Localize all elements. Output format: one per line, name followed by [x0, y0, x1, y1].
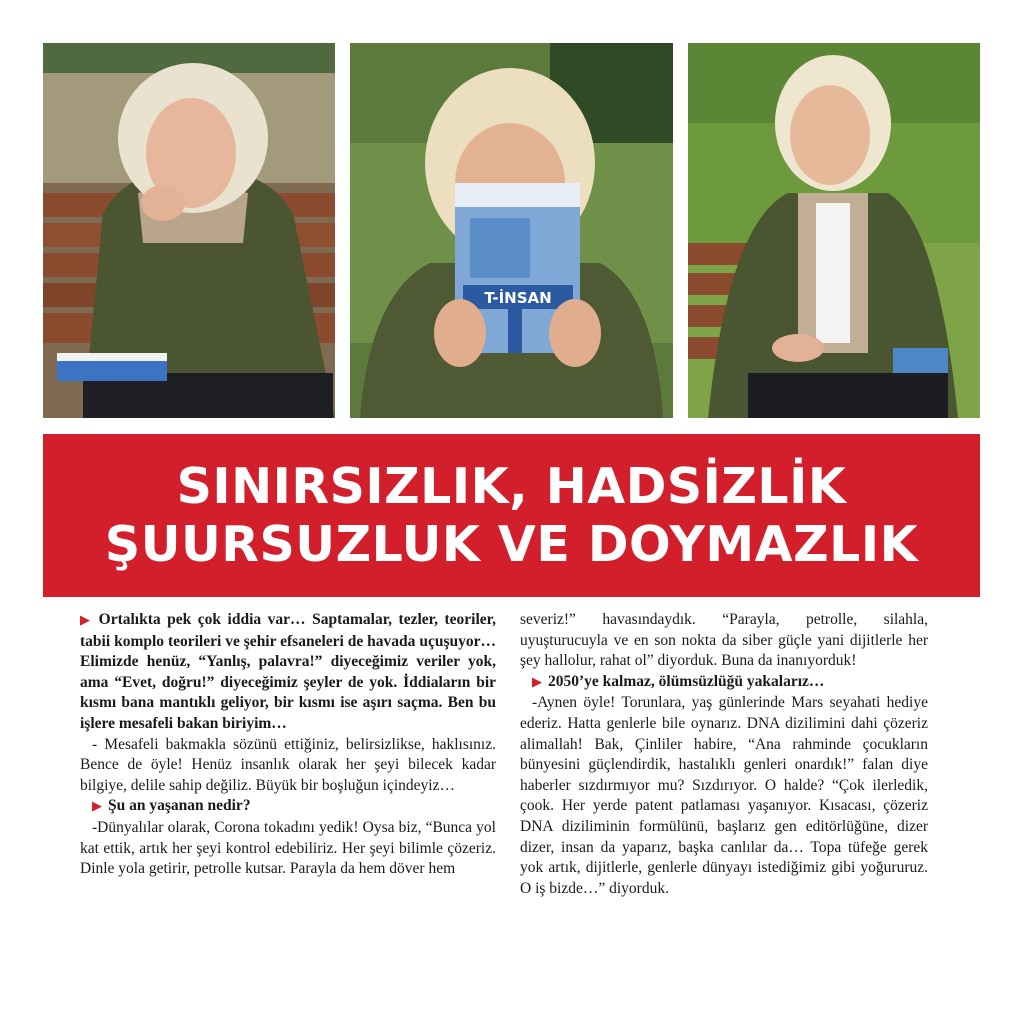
headline-banner: [43, 434, 980, 597]
photo-woman-holding-book: [350, 43, 673, 418]
question-paragraph: ▶ Ortalıkta pek çok iddia var… Saptamalar, tezler, teoriler, tabii komplo teorileri ve şehir efsaneleri de havada uçuşuyor… Elimizde henüz, “Yanlış, palavra!” diyeceğimiz veriler yok, ama “Evet, doğru!” diyeceğimiz şeyler de yok. İddiaların bir kısmı bana mantıklı geliyor, bir kısmı ise aşırı saçma. Ben bu işlere mesafeli bakan biriyim…: [80, 611, 496, 732]
question-paragraph: ▶ Şu an yaşanan nedir?: [92, 797, 251, 815]
article-column-right: [520, 610, 928, 899]
book-title-text: T-İNSAN: [484, 289, 552, 307]
answer-paragraph: -Dünyalılar olarak, Corona tokadını yedik! Oysa biz, “Bunca yol kat ettik, artık her şeyi kontrol edebiliriz. Her şeyi bilimle çözeriz. Dinle yola getirir, petrolle kutsar. Parayla da hem döver hem: [80, 818, 496, 878]
photo-woman-on-bench: [43, 43, 335, 418]
headline-line-1: SINIRSIZLIK, HADSİZLİK: [176, 457, 847, 515]
headline-line-2: ŞUURSUZLUK VE DOYMAZLIK: [104, 515, 919, 573]
arrow-icon: ▶: [532, 674, 542, 690]
arrow-icon: ▶: [80, 613, 93, 628]
article-column-left: [80, 610, 496, 880]
answer-paragraph: - Mesafeli bakmakla sözünü ettiğiniz, belirsizlikse, haklısınız. Bence de öyle! Henüz insanlık olarak her şeyi bilecek kadar bilgiye, delile sahip değiliz. Büyük bir boşluğun içindeyiz…: [80, 735, 496, 794]
arrow-icon: ▶: [92, 799, 102, 815]
answer-paragraph-continued: severiz!” havasındaydık. “Parayla, petrolle, silahla, uyuşturucuyla ve en son nokta da siber güçle yani dijitlerle her şey hallolur, rahat ol” diyorduk. Buna da inanıyorduk!: [520, 611, 928, 670]
photo-woman-looking-up: [688, 43, 980, 418]
answer-paragraph: -Aynen öyle! Torunlara, yaş günlerinde Mars seyahati hediye ederiz. Hatta genlerle bile oynarız. DNA dizilimini dahi çözeriz alimallah! Bak, Çinliler habire, “Ana rahminde çocukların bünyesini güçlendirdik, hastalıklı genleri onardık!” falan diye haberler sızdırmıyor mu? Sızdırıyor. O halde? “Çok ilerledik, çook. Her yerde patent patlaması yaşanıyor. Kısacası, çözeriz DNA diziliminin formülünü, başlarız gen editörlüğüne, dizer dizer, insan da yaparız, başka canlılar da… Topa tüfeğe gerek yok artık, dijitlerle, genlerle dünyayı istediğimiz gibi yoğururuz. O iş bizde…” diyorduk.: [520, 694, 928, 897]
question-paragraph: ▶ 2050’ye kalmaz, ölümsüzlüğü yakalarız…: [532, 672, 825, 690]
